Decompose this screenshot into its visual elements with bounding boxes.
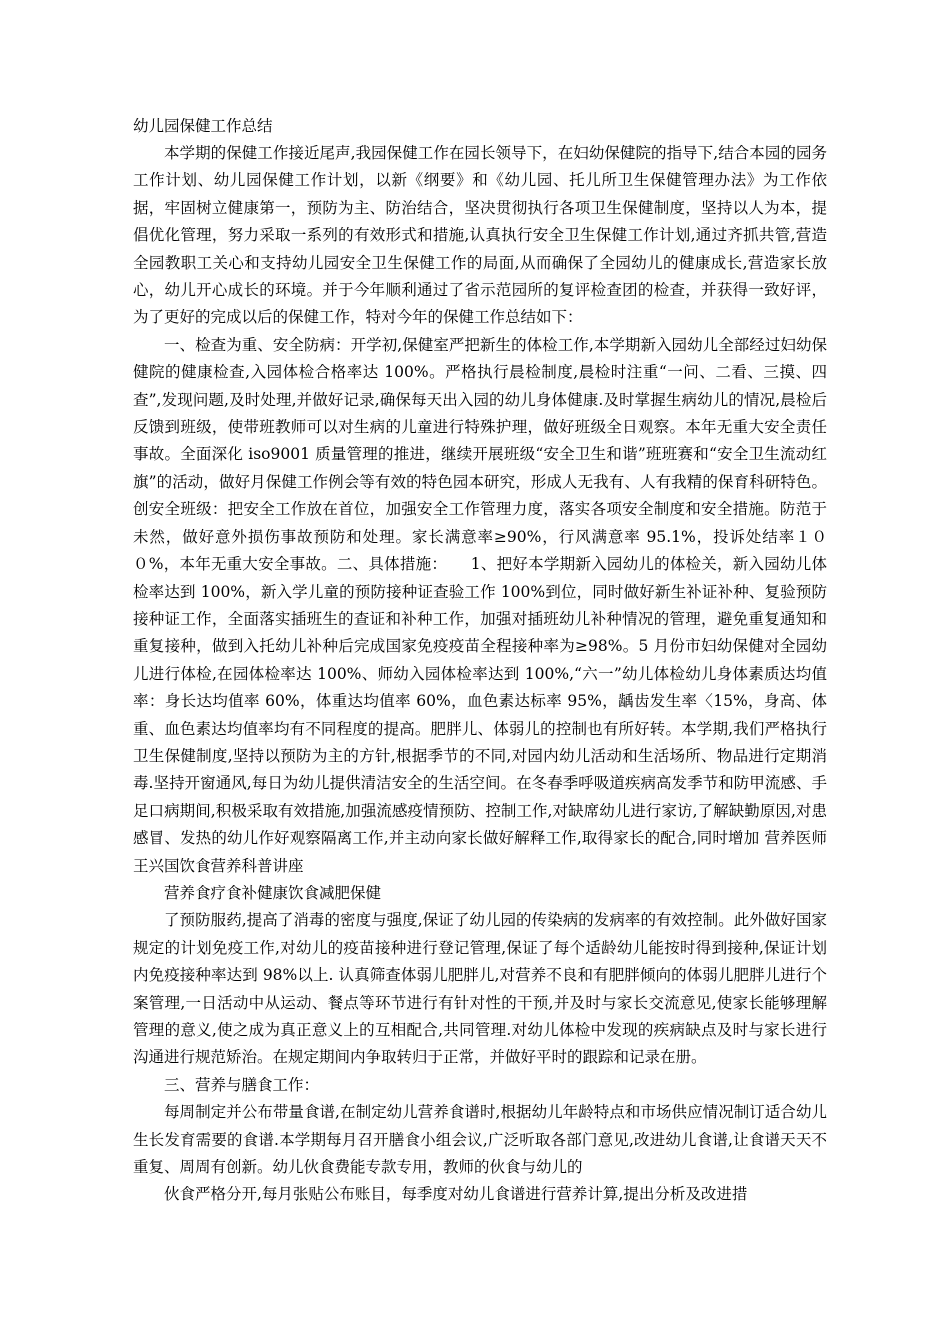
- prevention-paragraph: 了预防服药,提高了消毒的密度与强度,保证了幼儿园的传染病的发病率的有效控制。此外做好国家规定的计划免疫工作,对幼儿的疫苗接种进行登记管理,保证了每个适龄幼儿能按时得到接种,保证计划内免疫接种率达到 98%以上. 认真筛查体弱儿肥胖儿,对营养不良和有肥胖倾向的体弱儿肥胖儿进行个案管理,一日活动中从运动、餐点等环节进行有针对性的干预,并及时与家长交流意见,使家长能够理解管理的意义,使之成为真正意义上的互相配合,共同管理.对幼儿体检中发现的疾病缺点及时与家长进行沟通进行规范矫治。在规定期间内争取转归于正常，并做好平时的跟踪和记录在册。: [133, 911, 827, 1067]
- intro-paragraph: 本学期的保健工作接近尾声,我园保健工作在园长领导下，在妇幼保健院的指导下,结合本园的园务工作计划、幼儿园保健工作计划，以新《纲要》和《幼儿园、托儿所卫生保健管理办法》为工作依据，牢固树立健康第一，预防为主、防治结合，坚决贯彻执行各项卫生保健制度，坚持以人为本，提倡优化管理，努力采取一系列的有效形式和措施,认真执行安全卫生保健工作计划,通过齐抓共管,营造全园教职工关心和支持幼儿园安全卫生保健工作的局面,从而确保了全园幼儿的健康成长,营造家长放心，幼儿开心成长的环境。并于今年顺利通过了省示范园所的复评检查团的检查，并获得一致好评，为了更好的完成以后的保健工作，特对今年的保健工作总结如下：: [133, 144, 827, 327]
- menu-paragraph: 每周制定并公布带量食谱,在制定幼儿营养食谱时,根据幼儿年龄特点和市场供应情况制订适合幼儿生长发育需要的食谱.本学期每月召开膳食小组会议,广泛听取各部门意见,改进幼儿食谱,让食谱天天不重复、周周有创新。幼儿伙食费能专款专用，教师的伙食与幼儿的: [133, 1103, 827, 1177]
- section-one-paragraph: 一、检查为重、安全防病：开学初,保健室严把新生的体检工作,本学期新入园幼儿全部经过妇幼保健院的健康检查,入园体检合格率达 100%。严格执行晨检制度,晨检时注重“一问、二看、三摸、四查”,发现问题,及时处理,并做好记录,确保每天出入园的幼儿身体健康.及时掌握生病幼儿的情况,晨检后反馈到班级，使带班教师可以对生病的儿童进行特殊护理，做好班级全日观察。本年无重大安全责任事故。全面深化 iso9001 质量管理的推进，继续开展班级“安全卫生和谐”班班赛和“安全卫生流动红旗”的活动，做好月保健工作例会等有效的特色园本研究，形成人无我有、人有我精的保育科研特色。创安全班级：把安全工作放在首位，加强安全工作管理力度，落实各项安全制度和安全措施。防范于未然，做好意外损伤事故预防和处理。家长满意率≥90%，行风满意率 95.1%，投诉处结率１００%，本年无重大安全事故。二、具体措施： 1、把好本学期新入园幼儿的体检关，新入园幼儿体检率达到 100%，新入学儿童的预防接种证查验工作 100%到位，同时做好新生补证补种、复验预防接种证工作，全面落实插班生的查证和补种工作，加强对插班幼儿补种情况的管理，避免重复通知和重复接种，做到入托幼儿补种后完成国家免疫疫苗全程接种率为≥98%。5 月份市妇幼保健对全园幼儿进行体检,在园体检率达 100%、师幼入园体检率达到 100%,“六一”幼儿体检幼儿身体素质达均值率：身长达均值率 60%，体重达均值率 60%，血色素达标率 95%，龋齿发生率〈15%，身高、体重、血色素达均值率均有不同程度的提高。肥胖儿、体弱儿的控制也有所好转。本学期,我们严格执行卫生保健制度,坚持以预防为主的方针,根据季节的不同,对园内幼儿活动和生活场所、物品进行定期消毒.坚持开窗通风,每日为幼儿提供清洁安全的生活空间。在冬春季呼吸道疾病高发季节和防甲流感、手足口病期间,积极采取有效措施,加强流感疫情预防、控制工作,对缺席幼儿进行家访,了解缺勤原因,对患感冒、发热的幼儿作好观察隔离工作,并主动向家长做好解释工作,取得家长的配合,同时增加 营养医师王兴国饮食营养科普讲座: [133, 335, 827, 875]
- section-three-heading: 三、营养与膳食工作：: [164, 1075, 320, 1094]
- nutrition-heading-line: 营养食疗食补健康饮食减肥保健: [164, 883, 382, 902]
- meal-fee-paragraph: 伙食严格分开,每月张贴公布账目，每季度对幼儿食谱进行营养计算,提出分析及改进措: [164, 1185, 748, 1204]
- document-title: 幼儿园保健工作总结: [133, 117, 273, 135]
- document-page: [133, 113, 827, 1209]
